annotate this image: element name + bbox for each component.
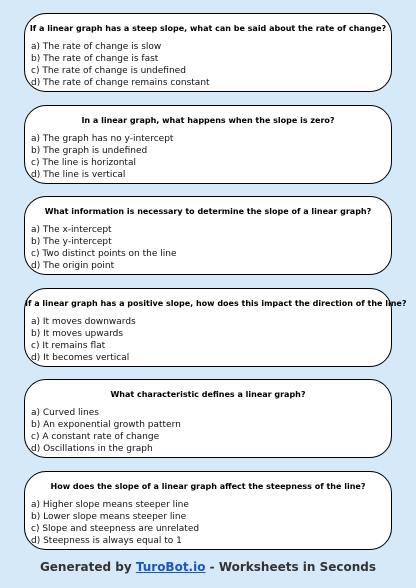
question-card [24, 379, 392, 458]
option-a: a) The graph has no y-intercept [31, 133, 174, 144]
question-text: In a linear graph, what happens when the slope is zero? [81, 115, 335, 125]
option-a: a) It moves downwards [31, 316, 136, 327]
option-d: d) Oscillations in the graph [31, 444, 153, 455]
option-c: c) Slope and steepness are unrelated [31, 523, 200, 534]
option-b: b) An exponential growth pattern [31, 420, 181, 431]
option-d: d) Steepness is always equal to 1 [31, 535, 182, 546]
option-b: b) Lower slope means steeper line [31, 511, 187, 522]
option-b: b) The rate of change is fast [31, 54, 159, 64]
option-list [31, 407, 181, 455]
option-c: c) The rate of change is undefined [31, 66, 186, 76]
option-list [31, 133, 173, 181]
option-b: b) The y-intercept [31, 237, 112, 248]
option-c: c) Two distinct points on the line [31, 249, 177, 260]
question-card [24, 288, 407, 367]
option-b: b) The graph is undefined [31, 145, 148, 156]
question-card [24, 105, 392, 184]
footer [0, 560, 416, 574]
option-a: a) Higher slope means steeper line [31, 499, 189, 510]
option-list [31, 499, 199, 547]
turobot-link[interactable]: TuroBot.io [135, 560, 206, 574]
option-a: a) Curved lines [31, 408, 99, 419]
option-c: c) A constant rate of change [31, 432, 160, 443]
option-list [31, 41, 210, 89]
question-list [24, 13, 407, 563]
option-c: c) It remains flat [31, 340, 106, 351]
option-d: d) The rate of change remains constant [31, 78, 210, 88]
question-text: How does the slope of a linear graph affect the steepness of the line? [50, 481, 366, 491]
option-a: a) The rate of change is slow [31, 42, 162, 52]
question-text: If a linear graph has a steep slope, what can be said about the rate of change? [29, 24, 387, 33]
option-b: b) It moves upwards [31, 328, 124, 339]
option-list [31, 316, 136, 364]
option-list [31, 224, 176, 272]
option-d: d) The line is vertical [31, 169, 126, 180]
footer-suffix: - Worksheets in Seconds [205, 560, 377, 574]
question-text: What characteristic defines a linear graph? [110, 390, 306, 400]
question-card [24, 471, 392, 550]
question-text: If a linear graph has a positive slope, how does this impact the direction of the line? [25, 298, 407, 308]
option-c: c) The line is horizontal [31, 157, 136, 168]
question-card [24, 196, 392, 275]
option-d: d) It becomes vertical [31, 352, 130, 363]
question-card [24, 13, 392, 92]
footer-prefix: Generated by [39, 560, 136, 574]
option-a: a) The x-intercept [31, 225, 112, 236]
option-d: d) The origin point [31, 261, 115, 272]
question-text: What information is necessary to determine the slope of a linear graph? [44, 207, 372, 217]
